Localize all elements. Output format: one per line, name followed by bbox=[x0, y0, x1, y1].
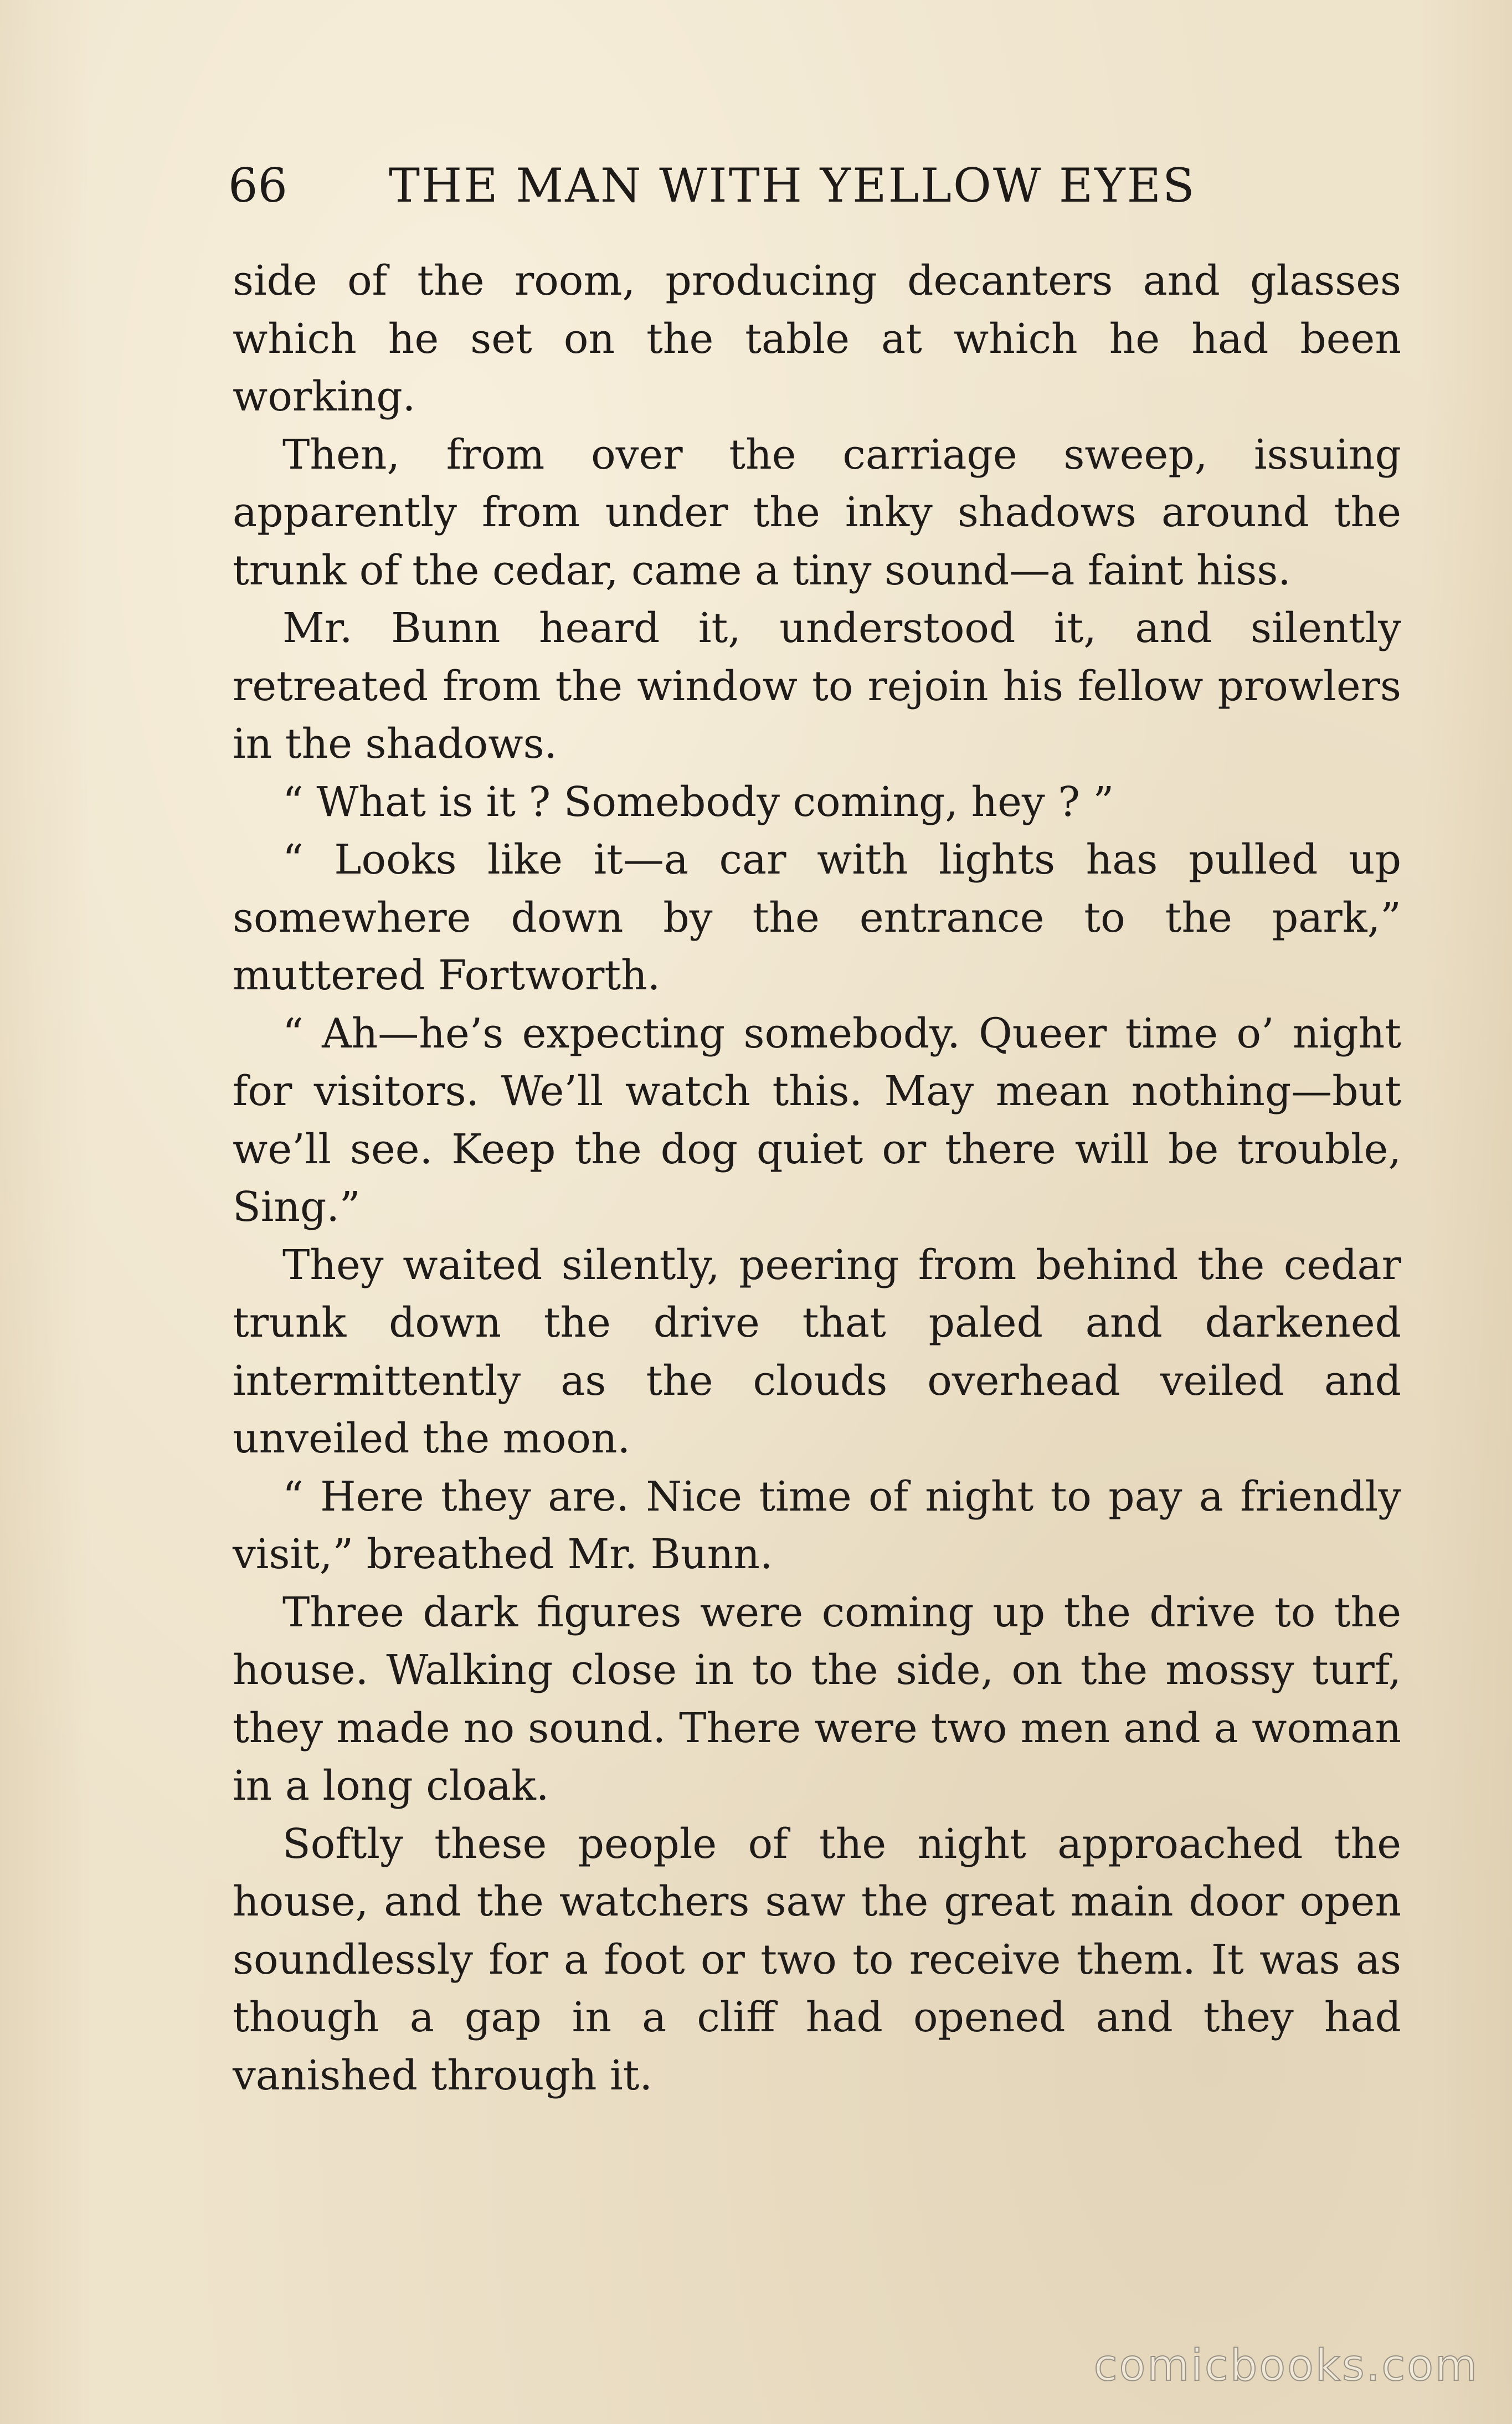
running-title: THE MAN WITH YELLOW EYES bbox=[389, 158, 1196, 213]
paragraph: Mr. Bunn heard it, understood it, and silently retreated from the window to rejoin his fellow prowlers in the shadows. bbox=[233, 604, 1401, 768]
paragraph: Then, from over the carriage sweep, issuing apparently from under the inky shadows around the trunk of the cedar, came a tiny sound—a faint hiss. bbox=[233, 430, 1401, 594]
paragraph: “ What is it ? Somebody coming, hey ? ” bbox=[282, 778, 1114, 826]
paragraph: side of the room, producing decanters and glasses which he set on the table at which he had been working. bbox=[233, 257, 1401, 420]
paragraph: Three dark figures were coming up the drive to the house. Walking close in to the side, on the mossy turf, they made no sound. There were two men and a woman in a long cloak. bbox=[233, 1588, 1401, 1810]
paragraph: They waited silently, peering from behind the cedar trunk down the drive that paled and darkened intermittently as the clouds overhead veiled and unveiled the moon. bbox=[233, 1241, 1401, 1462]
body-text bbox=[233, 252, 1401, 2104]
page-number: 66 bbox=[228, 158, 287, 213]
running-head bbox=[228, 158, 1247, 219]
watermark: comicbooks.com bbox=[1093, 2341, 1479, 2391]
paragraph: Softly these people of the night approached the house, and the watchers saw the great main door open soundlessly for a foot or two to receive them. It was as though a gap in a cliff had opened and they had vanished through it. bbox=[233, 1820, 1401, 2099]
paragraph: “ Here they are. Nice time of night to pay a friendly visit,” breathed Mr. Bunn. bbox=[233, 1472, 1401, 1578]
paragraph: “ Ah—he’s expecting somebody. Queer time o’ night for visitors. We’ll watch this. May mean nothing—but we’ll see. Keep the dog quiet or there will be trouble, Sing.” bbox=[233, 1009, 1401, 1231]
paragraph: “ Looks like it—a car with lights has pulled up somewhere down by the entrance to the park,” muttered Fortworth. bbox=[233, 836, 1401, 999]
